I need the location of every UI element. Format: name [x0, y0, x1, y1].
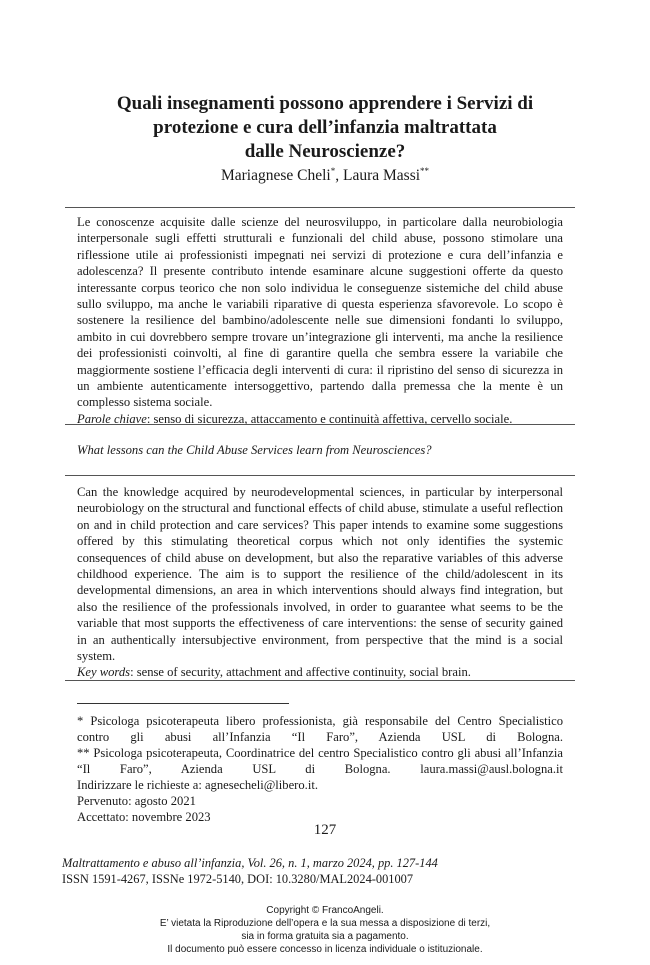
contact-line: Indirizzare le richieste a: agnesecheli@libero.it.: [77, 778, 318, 792]
keywords-list: : sense of security, attachment and affective continuity, social brain.: [130, 665, 471, 680]
author-name: Mariagnese Cheli: [220, 167, 331, 184]
journal-info: [62, 855, 438, 887]
abstract-en-bottom-rule: [65, 680, 575, 681]
accepted-date: Accettato: novembre 2023: [77, 810, 211, 824]
keywords-list: : senso di sicurezza, attaccamento e continuità affettiva, cervello sociale.: [146, 411, 513, 426]
abstract-english-text: Can the knowledge acquired by neurodevelopmental sciences, in particular by interpersonal neurobiology on the structural and functional effects of child abuse, stimulate a useful reflection on and in child protection and care services? This paper intends to examine some suggestions offered by this stimulating theoretical corpus which not only identifies the systemic consequences of child abuse on development, but also the reparative variables of this adverse childhood experience. The aim is to support the resilience of the child/adolescent in its developmental dimensions, an area in which interventions should always find integration, but also the resilience of the professionals involved, in order to guarantee what seems to be the variable that most supports the effectiveness of care interventions: the sense of security gained in an authentically intersubjective environment, from perspective that the mind is a social system.: [77, 485, 563, 664]
journal-citation: Maltrattamento e abuso all’infanzia, Vol. 26, n. 1, marzo 2024, pp. 127-144: [62, 856, 438, 870]
abstract-italian-text: Le conoscenze acquisite dalle scienze del neurosviluppo, in particolare dalla neurobiologia interpersonale sugli effetti strutturali e funzionali del child abuse, possono stimolare una riflessione utile ai professionisti impegnati nei servizi di protezione e cura dell’infanzia e adolescenza? Il presente contributo intende esaminare alcune suggestioni offerte da questo interessante corpus teorico che non solo individua le conseguenze sistemiche del child abuse sullo sviluppo, ma anche le variabili riparative di questa esperienza sfavorevole. Lo scopo è sostenere la resilience del bambino/adolescente nelle sue dimensioni fondanti lo sviluppo, ambito in cui dovrebbero sempre trovare un’integrazione gli interventi, ma anche la resilience dei professionisti coinvolti, al fine di garantire quella che sembra essere la variabile che maggiormente sostiene l’efficacia degli interventi di cura: il ripristino del senso di sicurezza in un ambiente autenticamente intersoggettivo, partendo dalla premessa che la mente è un complesso sistema sociale.: [77, 215, 563, 410]
abstract-top-rule: [65, 207, 575, 208]
author-name: Laura Massi: [342, 167, 421, 184]
copyright-line-2: E’ vietata la Riproduzione dell’opera e la sua messa a disposizione di terzi,: [159, 918, 491, 929]
article-title: [70, 92, 580, 164]
author-mark: **: [420, 165, 430, 176]
copyright-line-4: Il documento può essere concesso in licenza individuale o istituzionale.: [167, 944, 483, 955]
footnotes: [77, 713, 563, 825]
abstract-bottom-rule: [65, 424, 575, 425]
abstract-english: [77, 484, 563, 681]
copyright-line-1: Copyright © FrancoAngeli.: [266, 905, 384, 916]
received-date: Pervenuto: agosto 2021: [77, 794, 196, 808]
keywords-english: [77, 664, 563, 680]
keywords-label: Parole chiave: [77, 411, 147, 426]
english-title: What lessons can the Child Abuse Services learn from Neurosciences?: [77, 443, 432, 457]
title-line-3: dalle Neuroscienze?: [244, 141, 406, 162]
copyright-notice: [0, 904, 650, 956]
footnote-2: ** Psicologa psicoterapeuta, Coordinatrice del centro Specialistico contro gli abusi all’Infanzia “Il Faro”, Azienda USL di Bologna. laura.massi@ausl.bologna.it: [77, 746, 563, 776]
author-mark: *: [330, 165, 336, 176]
abstract-italian: [77, 214, 563, 427]
title-line-2: protezione e cura dell’infanzia maltrattata: [153, 117, 497, 138]
keywords-label: Key words: [77, 665, 131, 680]
copyright-line-3: sia in forma gratuita sia a pagamento.: [241, 931, 409, 942]
abstract-en-top-rule: [65, 475, 575, 476]
footnote-1: * Psicologa psicoterapeuta libero professionista, già responsabile del Centro Specialistico contro gli abusi all’Infanzia “Il Faro”, Azienda USL di Bologna.: [77, 714, 563, 744]
journal-issn: ISSN 1591-4267, ISSNe 1972-5140, DOI: 10.3280/MAL2024-001007: [62, 872, 414, 886]
page-number: 127: [313, 822, 337, 838]
title-line-1: Quali insegnamenti possono apprendere i Servizi di: [116, 93, 534, 114]
footnote-separator: [77, 703, 289, 704]
authors: Mariagnese Cheli*, Laura Massi**: [220, 165, 430, 184]
